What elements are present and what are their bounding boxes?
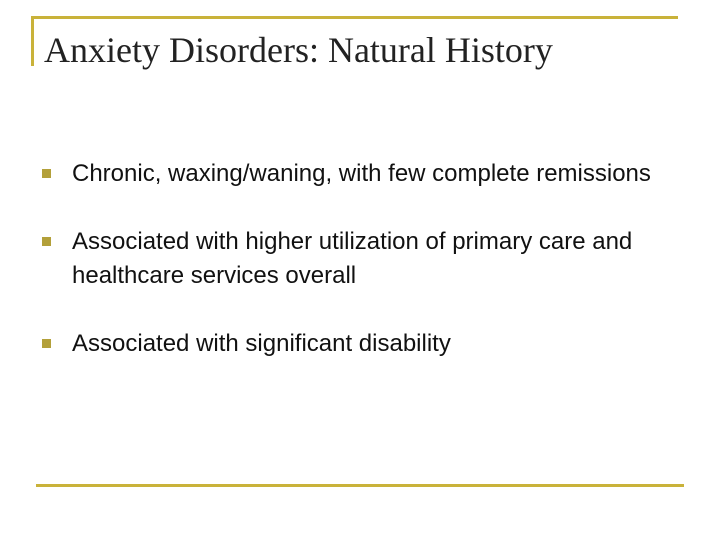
bullet-text: Associated with significant disability — [72, 330, 451, 357]
top-rule — [31, 16, 678, 19]
bullet-item — [40, 327, 670, 361]
bullet-item — [40, 157, 670, 191]
bullet-item — [40, 225, 670, 293]
square-bullet-icon — [42, 339, 51, 348]
square-bullet-icon — [42, 237, 51, 246]
bottom-rule — [36, 484, 684, 487]
left-rule — [31, 16, 34, 66]
bullet-list — [40, 157, 670, 395]
bullet-text: Associated with higher utilization of primary care and healthcare services overall — [72, 228, 633, 289]
slide-title: Anxiety Disorders: Natural History — [44, 30, 553, 70]
bullet-text: Chronic, waxing/waning, with few complete remissions — [72, 160, 651, 187]
square-bullet-icon — [42, 169, 51, 178]
